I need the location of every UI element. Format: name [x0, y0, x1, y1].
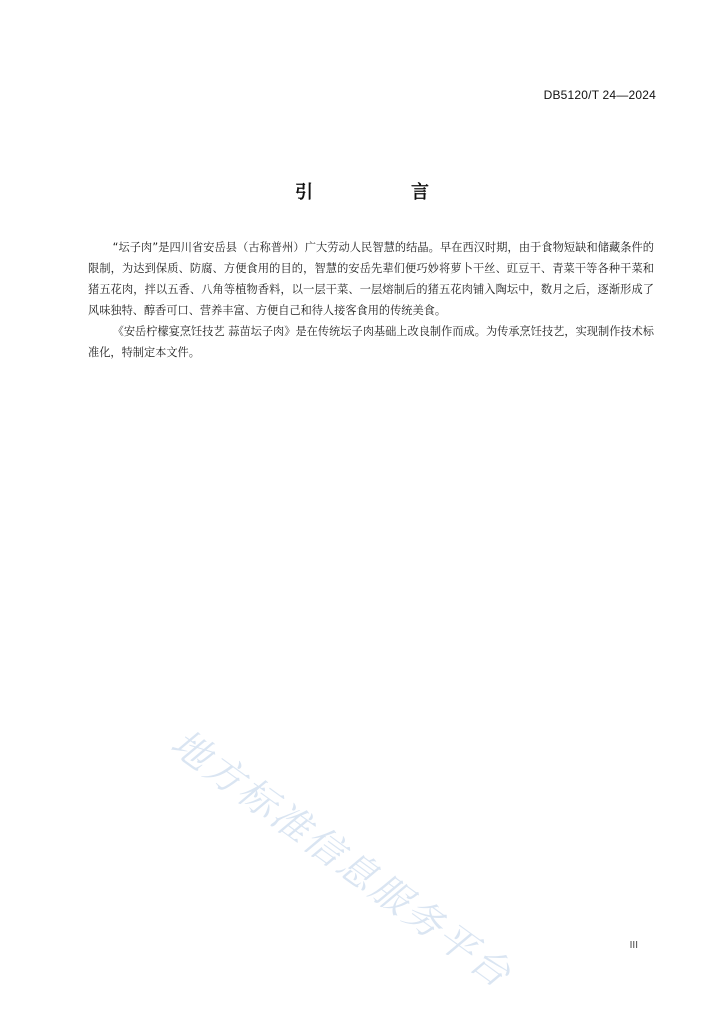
watermark: 地方标准信息服务平台: [163, 720, 521, 998]
page-number: III: [629, 940, 638, 951]
introduction-body: [88, 237, 654, 363]
paragraph-2: 《安岳柠檬宴烹饪技艺 蒜苗坛子肉》是在传统坛子肉基础上改良制作而成。为传承烹饪技艺，实现制作技术标准化，特制定本文件。: [88, 325, 654, 359]
standard-number: DB5120/T 24—2024: [543, 88, 656, 102]
section-title: 引 言: [295, 182, 469, 203]
paragraph-1: “坛子肉”是四川省安岳县（古称普州）广大劳动人民智慧的结晶。早在西汉时期，由于食物短缺和储藏条件的限制，为达到保质、防腐、方便食用的目的，智慧的安岳先辈们便巧妙将萝卜干丝、豇豆干、青菜干等各种干菜和猪五花肉，拌以五香、八角等植物香料，以一层干菜、一层熔制后的猪五花肉铺入陶坛中，数月之后，逐渐形成了风味独特、醇香可口、营养丰富、方便自己和待人接客食用的传统美食。: [88, 241, 654, 317]
